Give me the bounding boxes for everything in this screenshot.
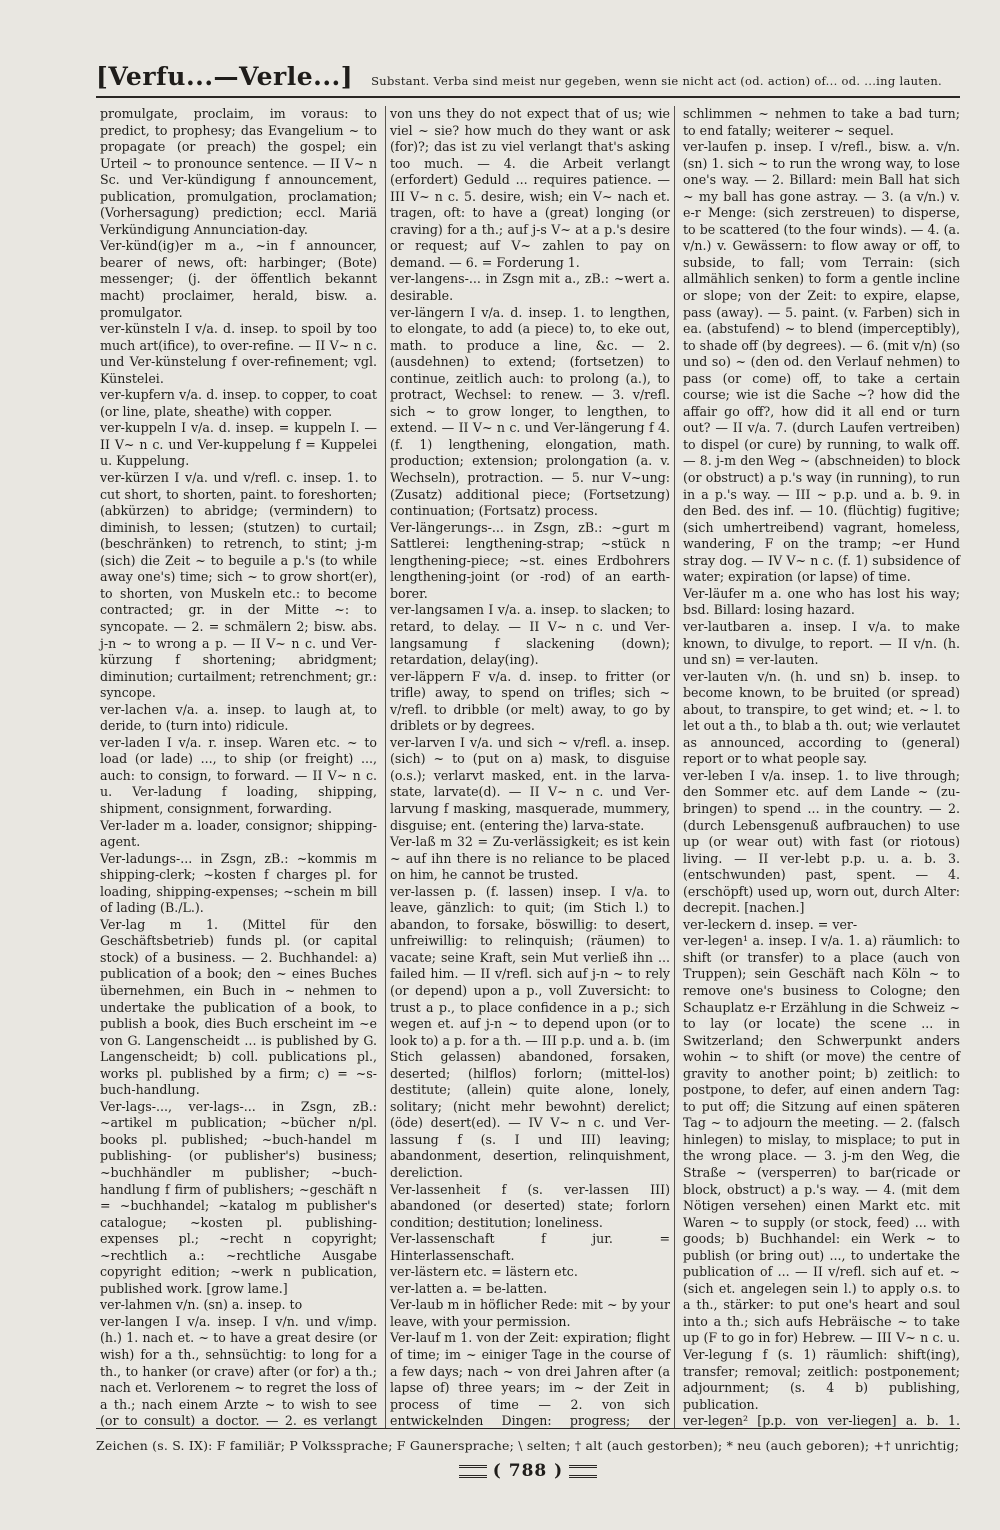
dictionary-entry: ver-laufen p. insep. I v/refl., bisw. a. v/n. (sn) 1. sich ~ to run the wrong way, to lose one's way. — 2. Billard: mein Ball hat sich ~ my ball has gone astray. — 3. (a v/n.) v. e-r Menge: (sich zerstreuen) to disperse, to be scattered (to the four winds). — 4. (a. v/n.) v. Gewässern: to flow away or off, to subside, to fall; vom Terrain: (sich allmählich senken) to form a gentle incline or slope; von der Zeit: to expire, elapse, pass (away). — 5. paint. (v. Farben) sich in ea. (abstufend) ~ to blend (imperceptibly), to shade off (by degrees). — 6. (mit v/n) (so und so) ~ (den od. den Verlauf nehmen) to pass (or come) off, to take a certain course; wie ist die Sache ~? how did the affair go off?, how did it all end or turn out? — II v/a. 7. (durch Laufen vertreiben) to dispel (or cure) by running, to walk off. — 8. j-m den Weg ~ (abschneiden) to block (or obstruct) a p.'s way (in running), to run in a p.'s way. — III ~ p.p. und a. b. 9. in den Bed. des inf. — 10. (flüchtig) fugitive; (sich umhertreibend) vagrant, homeless, wandering, F on the tramp; ~er Hund stray dog. — IV V~ n c. (f. 1) subsidence of water; expiration (or lapse) of time. <box>683 139 960 585</box>
page-number-text: ( 788 ) <box>492 1461 564 1481</box>
dictionary-entry: promulgate, proclaim, im voraus: to predict, to prophesy; das Evangelium ~ to propagate (or preach) the gospel; ein Urteil ~ to pronounce sentence. — II V~ n Sc. und Ver-kündigung f announcement, publication, promulgation, proclamation; (Vorhersagung) prediction; eccl. Mariä Verkündigung Annunciation-day. <box>100 106 377 237</box>
dictionary-entry: Ver-lauf m 1. von der Zeit: expiration; flight of time; im ~ einiger Tage in the course of a few days; nach ~ von drei Jahren after (a lapse of) three years; im ~ der Zeit in process of time — 2. von sich entwickelnden Dingen: progress; der <box>390 1330 670 1428</box>
dictionary-entry: Ver-künd(ig)er m a., ~in f announcer, bearer of news, oft: harbinger; (Bote) messenger; (j. der öffentlich bekannt macht) proclaimer, herald, bisw. a. promulgator. <box>100 238 377 320</box>
dictionary-entry: ver-lahmen v/n. (sn) a. insep. to <box>100 1297 303 1313</box>
dictionary-entry: ver-lassen p. (f. lassen) insep. I v/a. to leave, gänzlich: to quit; (im Stich l.) to abandon, to forsake, böswillig: to desert, unfreiwillig: to relinquish; (räumen) to vacate; seine Kraft, sein Mut verließ ihn ... failed him. — II v/refl. sich auf j-n ~ to rely (or depend) upon a p., voll Zuversicht: to trust a p., to place confidence in a p.; sich wegen et. auf j-n ~ to depend upon (or to look to) a p. for a th. — III p.p. und a. b. (im Stich gelassen) abandoned, forsaken, deserted; (hilflos) forlorn; (mittel-los) destitute; (allein) quite alone, lonely, solitary; (nicht mehr bewohnt) derelict; (öde) desert(ed). — IV V~ n c. und Ver-lassung f (s. I und III) leaving; abandonment, desertion, relinquishment, dereliction. <box>390 883 670 1180</box>
text-columns <box>96 106 960 1429</box>
column-left <box>96 106 381 1428</box>
dictionary-entry: ver-langsamen I v/a. a. insep. to slacken; to retard, to delay. — II V~ n c. und Ver-langsamung f slackening (down); retardation, delay(ing). <box>390 602 670 668</box>
dictionary-entry: Ver-laß m 32 = Zu-verlässigkeit; es ist kein ~ auf ihn there is no reliance to be placed on him, he cannot be trusted. <box>390 834 670 883</box>
dictionary-entry: ver-lautbaren a. insep. I v/a. to make known, to divulge, to report. — II v/n. (h. und sn) = ver-lauten. <box>683 618 960 668</box>
page-header <box>96 62 960 98</box>
dictionary-entry: ver-larven I v/a. und sich ~ v/refl. a. insep. (sich) ~ to (put on a) mask, to disguise (o.s.); verlarvt masked, ent. in the larva-state, larvate(d). — II V~ n c. und Ver-larvung f masking, masquerade, mummery, disguise; ent. (entering the) larva-state. <box>390 734 670 833</box>
dictionary-entry: ver-langen I v/a. insep. I v/n. und v/imp. (h.) 1. nach et. ~ to have a great desire (or wish) for a th., sehnsüchtig: to long for a th., to hanker (or crave) after (or for) a th.; nach et. Verlorenem ~ to regret the loss of a th.; nach einem Arzte ~ to wish to see (or to consult) a doctor. — 2. es verlangt <box>100 1313 377 1428</box>
dictionary-entry: ver-künsteln I v/a. d. insep. to spoil by too much art(ifice), to over-refine. — II V~ n c. und Ver-künstelung f over-refinement; vgl. Künstelei. <box>100 321 377 386</box>
dictionary-entry: ver-legen¹ a. insep. I v/a. 1. a) räumlich: to shift (or transfer) to a place (auch von Truppen); sein Geschäft nach Köln ~ to remove one's business to Cologne; den Schauplatz e-r Erzählung in die Schweiz ~ to lay (or locate) the scene ... in Switzerland; den Schwerpunkt anders wohin ~ to shift (or move) the centre of gravity to another point; b) zeitlich: to postpone, to defer, auf einen andern Tag: to put off; die Sitzung auf einen späteren Tag ~ to adjourn the meeting. — 2. (falsch hinlegen) to mislay, to misplace; to put in the wrong place. — 3. j-m den Weg, die Straße ~ (versperren) to bar(ricade or block, obstruct) a p.'s way. — 4. (mit dem Nötigen versehen) einen Markt etc. mit Waren ~ to supply (or stock, feed) ... with goods; b) Buchhandel: ein Werk ~ to publish (or bring out) ..., to undertake the publication of ... — II v/refl. sich auf et. ~ (sich et. angelegen sein l.) to apply o.s. to a th., stärker: to put one's heart and soul into a th.; sich aufs Hebräische ~ to take up (F to go in for) Hebrew. — III V~ n c. u. Ver-legung f (s. 1) räumlich: shift(ing), transfer; removal; zeitlich: postponement; adjournment; (s. 4 b) publishing, publication. <box>683 933 960 1412</box>
dictionary-entry: ver-lästern etc. = lästern etc. <box>390 1264 578 1280</box>
dictionary-entry: ver-langens-... in Zsgn mit a., zB.: ~wert a. desirable. <box>390 271 670 304</box>
dictionary-entry: ver-legen² [p.p. von ver-liegen] a. b. 1. <box>683 1413 960 1428</box>
dictionary-entry: Ver-laub m in höflicher Rede: mit ~ by your leave, with your permission. <box>390 1297 670 1329</box>
dictionary-entry: Ver-lassenschaft f jur. = Hinterlassenschaft. <box>390 1231 670 1263</box>
dictionary-entry: Ver-ladungs-... in Zsgn, zB.: ~kommis m shipping-clerk; ~kosten f charges pl. for loading, shipping-expenses; ~schein m bill of lading (B./L.). <box>100 850 377 916</box>
page-number-rule-right <box>569 1465 597 1478</box>
dictionary-entry: ver-latten a. = be-latten. <box>390 1280 548 1296</box>
dictionary-entry: ver-läppern F v/a. d. insep. to fritter (or trifle) away, to spend on trifles; sich ~ v/refl. to dribble (or melt) away, to go by driblets or by degrees. <box>390 668 670 734</box>
header-note: Substant. Verba sind meist nur gegeben, wenn sie nicht act (od. action) of... od. ...ing lauten. <box>371 74 942 88</box>
dictionary-entry: ver-lachen v/a. a. insep. to laugh at, to deride, to (turn into) ridicule. <box>100 701 377 734</box>
column-middle <box>385 106 675 1428</box>
dictionary-entry: ver-kuppeln I v/a. d. insep. = kuppeln I. — II V~ n c. und Ver-kuppelung f = Kuppelei u. Kuppelung. <box>100 420 377 469</box>
dictionary-entry: ver-lauten v/n. (h. und sn) b. insep. to become known, to be bruited (or spread) about, to transpire, to get wind; et. ~ l. to let out a th., to blab a th. out; wie verlautet as announced, according to (general) report or to what people say. <box>683 668 960 767</box>
dictionary-entry: ver-leben I v/a. insep. 1. to live through; den Sommer etc. auf dem Lande ~ (zu-bringen) to spend ... in the country. — 2. (durch Lebensgenuß aufbrauchen) to use up (or wear out) with fast (or riotous) living. — II ver-lebt p.p. u. a. b. 3. (entschwunden) past, spent. — 4. (erschöpft) used up, worn out, durch Alter: decrepit. [nachen.] <box>683 767 960 916</box>
dictionary-entry: Ver-lags-..., ver-lags-... in Zsgn, zB.: ~artikel m publication; ~bücher n/pl. books pl. published; ~buch-handel m publishing- (or publisher's) business; ~buchhändler m publisher; ~buch-handlung f firm of publishers; ~geschäft n = ~buchhandel; ~katalog m publisher's catalogue; ~kosten pl. publishing-expenses pl.; ~recht n copyright; ~rechtlich a.: ~rechtliche Ausgabe copyright edition; ~werk n publication, published work. [grow lame.] <box>100 1098 377 1296</box>
dictionary-entry: ver-kürzen I v/a. und v/refl. c. insep. 1. to cut short, to shorten, paint. to foreshorten; (abkürzen) to abridge; (vermindern) to diminish, to lessen; (stutzen) to curtail; (beschränken) to retrench, to stint; j-m (sich) die Zeit ~ to beguile a p.'s (to while away one's) time; sich ~ to grow short(er), to shorten, von Muskeln etc.: to become contracted; gr. in der Mitte ~: to syncopate. — 2. = schmälern 2; bisw. abs. j-n ~ to wrong a p. — II V~ n c. und Ver-kürzung f shortening; abridgment; diminution; curtailment; retrenchment; gr.: syncope. <box>100 470 377 701</box>
symbol-key: Zeichen (s. S. IX): F familiär; P Volkssprache; F Gaunersprache; \ selten; † alt (auch gestorben); * neu (auch geboren); +† unrichtig; <box>96 1438 960 1453</box>
dictionary-entry: Ver-längerungs-... in Zsgn, zB.: ~gurt m Sattlerei: lengthening-strap; ~stück n lengthening-piece; ~st. eines Erdbohrers lengthening-joint (or -rod) of an earth-borer. <box>390 519 670 601</box>
dictionary-entry: Ver-läufer m a. one who has lost his way; bsd. Billard: losing hazard. <box>683 585 960 618</box>
headword-range: [Verfu...—Verle...] <box>96 62 354 91</box>
dictionary-entry: ver-längern I v/a. d. insep. 1. to lengthen, to elongate, to add (a piece) to, to eke out, math. to produce a line, &c. — 2. (ausdehnen) to extend; (fortsetzen) to continue, zeitlich auch: to prolong (a.), to protract, Wechsel: to renew. — 3. v/refl. sich ~ to grow longer, to lengthen, to extend. — II V~ n c. und Ver-längerung f 4. (f. 1) lengthening, elongation, math. production; extension; prolongation (a. v. Wechseln), protraction. — 5. nur V~ung: (Zusatz) additional piece; (Fortsetzung) continuation; (Fortsatz) process. <box>390 304 670 519</box>
page-number-rule-left <box>459 1465 487 1478</box>
dictionary-entry: schlimmen ~ nehmen to take a bad turn; to end fatally; weiterer ~ sequel. <box>683 106 960 138</box>
dictionary-entry: ver-kupfern v/a. d. insep. to copper, to coat (or line, plate, sheathe) with copper. <box>100 387 377 419</box>
dictionary-entry: Ver-lag m 1. (Mittel für den Geschäftsbetrieb) funds pl. (or capital stock) of a business. — 2. Buchhandel: a) publication of a book; den ~ eines Buches übernehmen, ein Buch in ~ nehmen to undertake the publication of a book, to publish a book, dies Buch erscheint im ~e von G. Langenscheidt ... is published by G. Langenscheidt; b) coll. publications pl., works pl. published by a firm; c) = ~s-buch-handlung. <box>100 916 377 1098</box>
dictionary-entry: Ver-lader m a. loader, consignor; shipping-agent. <box>100 817 377 850</box>
dictionary-entry: Ver-lassenheit f (s. ver-lassen III) abandoned (or deserted) state; forlorn condition; destitution; loneliness. <box>390 1181 670 1230</box>
page-number <box>96 1461 960 1481</box>
dictionary-entry: von uns they do not expect that of us; wie viel ~ sie? how much do they want or ask (for)?; das ist zu viel verlangt that's asking too much. — 4. die Arbeit verlangt (erfordert) Geduld ... requires patience. — III V~ n c. 5. desire, wish; ein V~ nach et. tragen, oft: to have a (great) longing (or craving) for a th.; auf j-s V~ at a p.'s desire or request; auf V~ zahlen to pay on demand. — 6. = Forderung 1. <box>390 106 670 270</box>
dictionary-entry: ver-laden I v/a. r. insep. Waren etc. ~ to load (or lade) ..., to ship (or freight) ..., auch: to consign, to forward. — II V~ n c. u. Ver-ladung f loading, shipping, shipment, consignment, forwarding. <box>100 734 377 816</box>
column-right <box>679 106 964 1428</box>
dictionary-entry: ver-leckern d. insep. = ver- <box>683 916 858 932</box>
